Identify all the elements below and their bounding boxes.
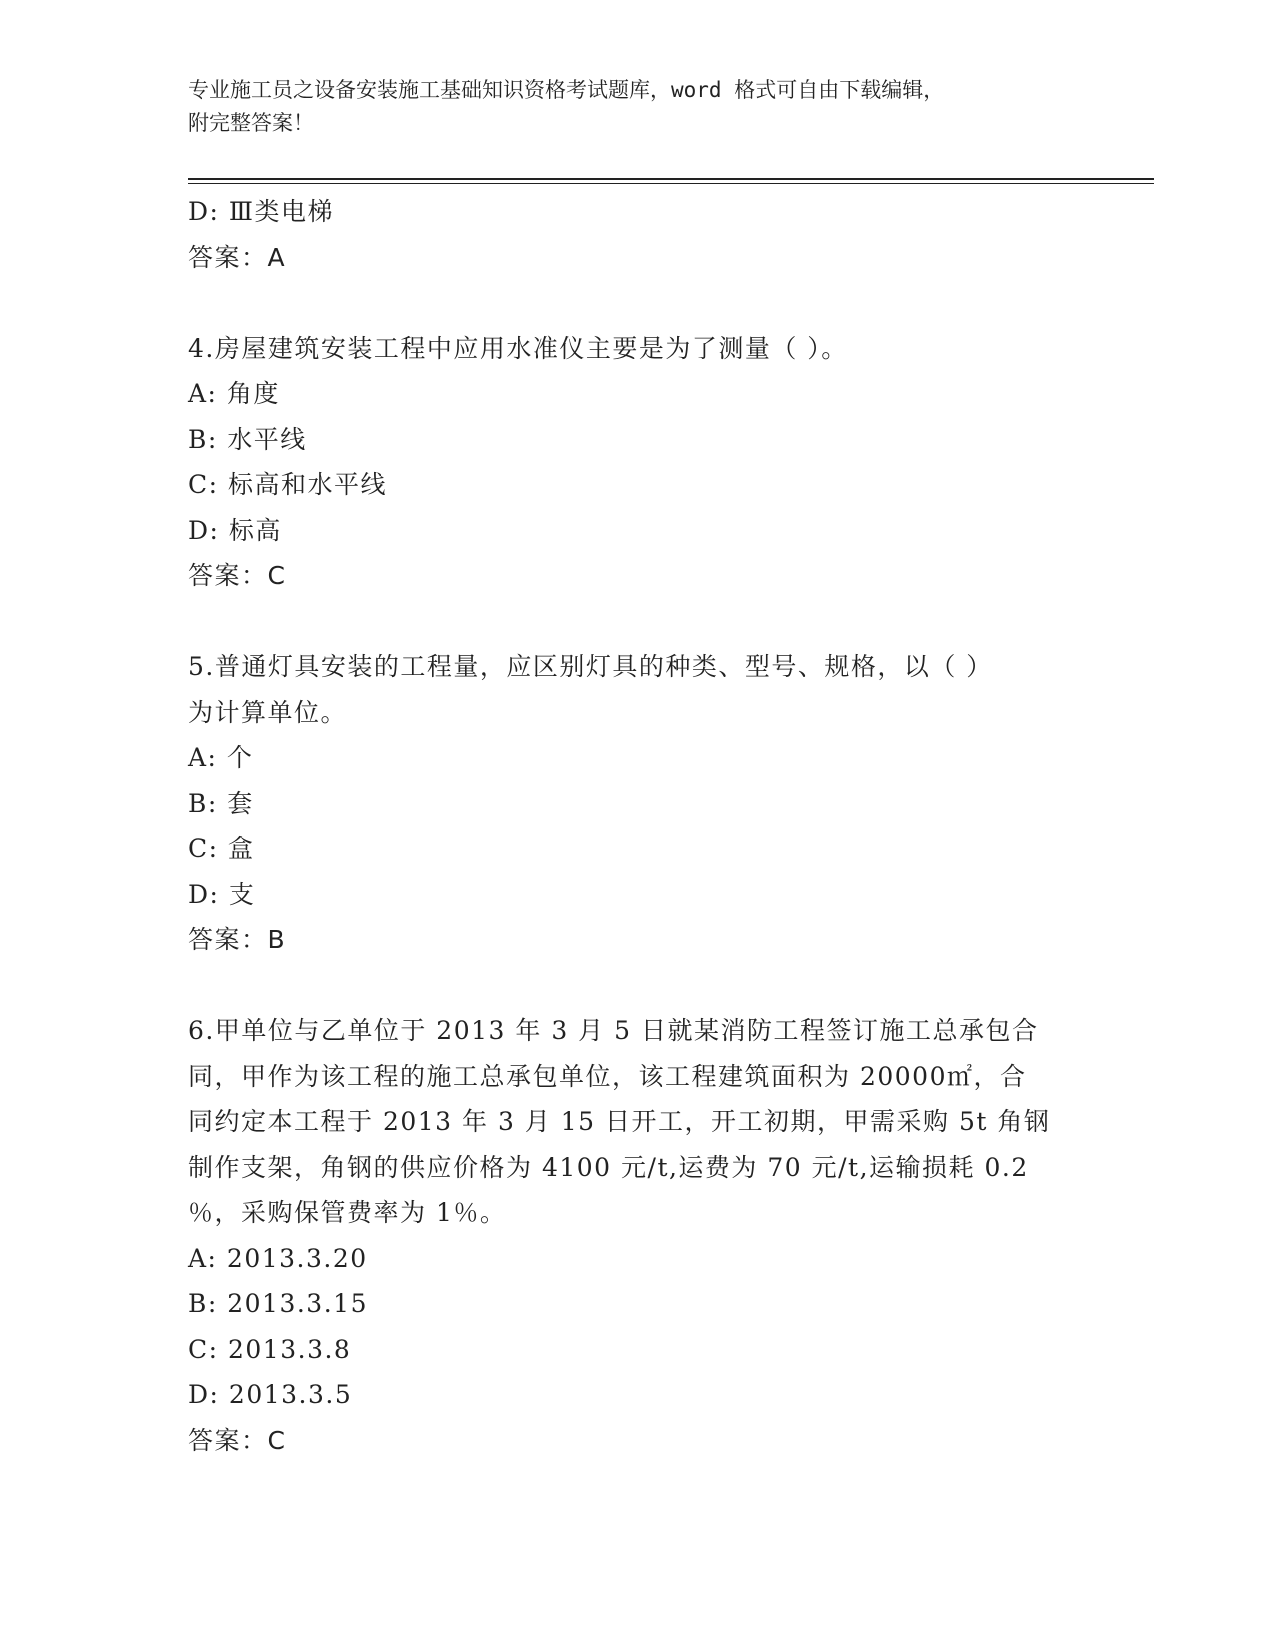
option-a: A: 2013.3.20 xyxy=(188,1243,368,1273)
previous-question-fragment xyxy=(188,189,1088,280)
header-line-1: 专业施工员之设备安装施工基础知识资格考试题库，word 格式可自由下载编辑， xyxy=(188,78,945,102)
question-5 xyxy=(188,644,1088,963)
question-content xyxy=(188,189,1088,1463)
option-d: D: 支 xyxy=(188,879,256,909)
question-stem: 6.甲单位与乙单位于 2013 年 3 月 5 日就某消防工程签订施工总承包合 xyxy=(188,1016,1039,1045)
option-b: B: 套 xyxy=(188,788,254,818)
question-stem-continued: 制作支架，角钢的供应价格为 4100 元/t,运费为 70 元/t,运输损耗 0.2 xyxy=(188,1152,1029,1182)
header-rule-thick xyxy=(188,178,1154,180)
question-stem: 4.房屋建筑安装工程中应用水准仪主要是为了测量（ ）。 xyxy=(188,333,848,363)
question-stem-continued: ％，采购保管费率为 1％。 xyxy=(188,1198,507,1227)
option-a: A: 个 xyxy=(188,743,254,772)
question-stem-continued: 同约定本工程于 2013 年 3 月 15 日开工，开工初期，甲需采购 5t 角钢 xyxy=(188,1107,1051,1136)
spacer xyxy=(188,599,1088,645)
option-b: B: 2013.3.15 xyxy=(188,1289,368,1318)
option-c: C: 2013.3.8 xyxy=(188,1334,352,1364)
document-header xyxy=(188,74,1068,140)
spacer xyxy=(188,963,1088,1009)
header-rule-thin xyxy=(188,183,1154,184)
question-4 xyxy=(188,326,1088,599)
spacer xyxy=(188,280,1088,326)
question-6 xyxy=(188,1008,1088,1463)
option-b: B: 水平线 xyxy=(188,424,307,454)
answer-line: 答案：C xyxy=(188,561,287,590)
option-a: A: 角度 xyxy=(188,379,280,408)
header-line-2: 附完整答案！ xyxy=(188,111,314,135)
option-d: D: Ⅲ类电梯 xyxy=(188,197,335,226)
answer-line: 答案：B xyxy=(188,925,287,954)
question-stem: 5.普通灯具安装的工程量，应区别灯具的种类、型号、规格，以（ ） xyxy=(188,652,993,681)
question-stem-continued: 同，甲作为该工程的施工总承包单位，该工程建筑面积为 20000㎡，合 xyxy=(188,1061,1027,1091)
answer-line: 答案：C xyxy=(188,1425,287,1455)
option-d: D: 2013.3.5 xyxy=(188,1380,353,1409)
question-stem-continued: 为计算单位。 xyxy=(188,697,348,727)
answer-line: 答案：A xyxy=(188,242,287,272)
option-d: D: 标高 xyxy=(188,515,282,545)
option-c: C: 盒 xyxy=(188,834,255,863)
option-c: C: 标高和水平线 xyxy=(188,470,387,499)
